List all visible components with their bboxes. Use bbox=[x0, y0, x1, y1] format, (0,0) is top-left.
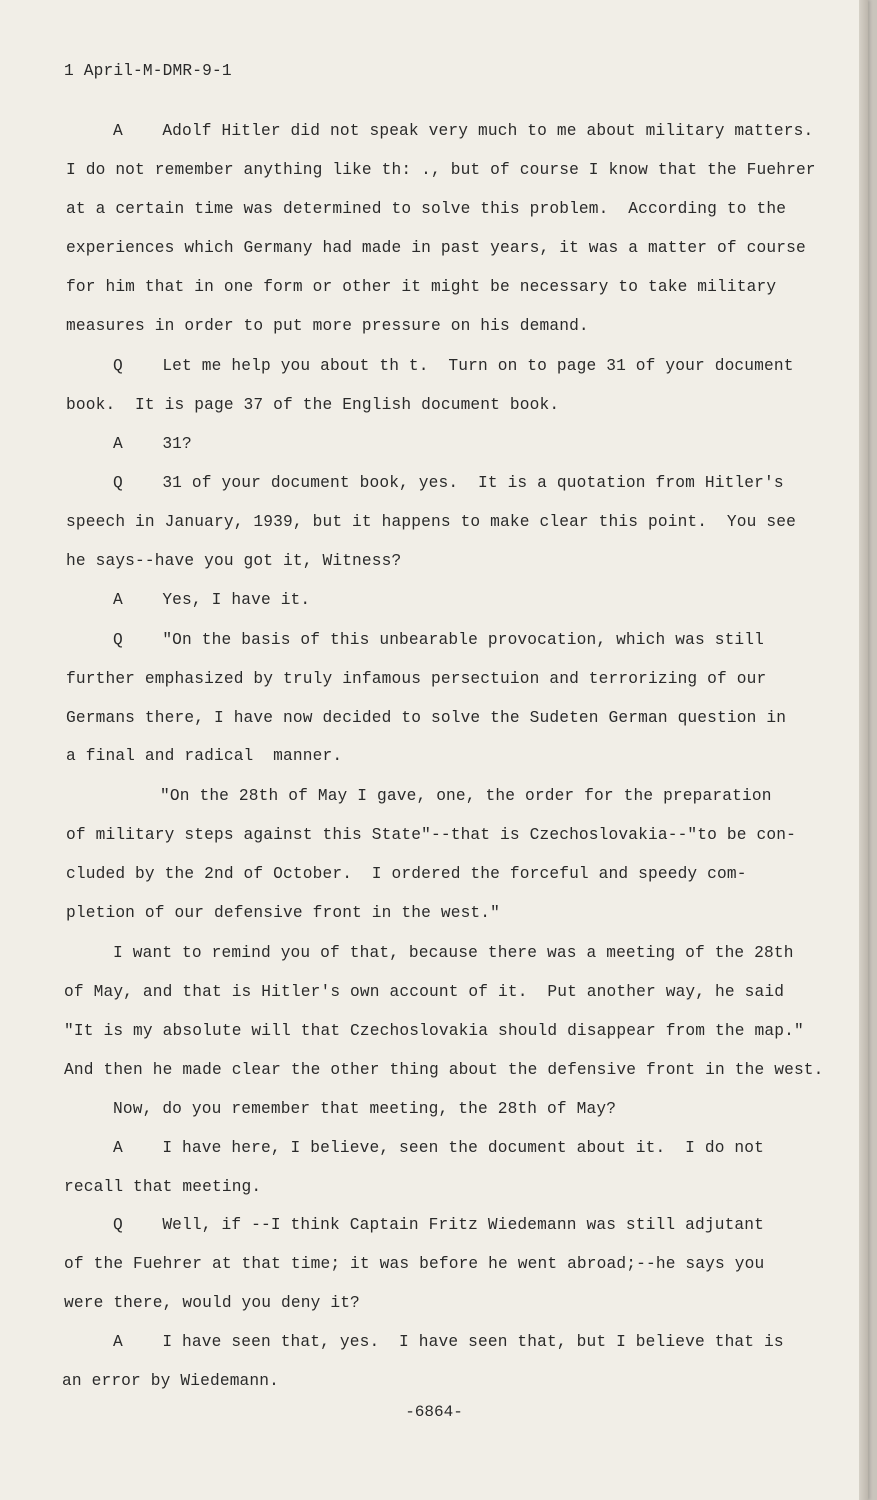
transcript-line: of May, and that is Hitler's own account of it. Put another way, he said bbox=[64, 983, 785, 1001]
transcript-line: Q Let me help you about th t. Turn on to page 31 of your document bbox=[113, 357, 794, 375]
transcript-line: And then he made clear the other thing about the defensive front in the west. bbox=[64, 1061, 824, 1079]
transcript-line: I do not remember anything like th: ., but of course I know that the Fuehrer bbox=[66, 161, 816, 179]
transcript-line: "On the 28th of May I gave, one, the order for the preparation bbox=[160, 787, 772, 805]
transcript-line: he says--have you got it, Witness? bbox=[66, 552, 402, 570]
transcript-line: Now, do you remember that meeting, the 28th of May? bbox=[113, 1100, 617, 1118]
transcript-line: were there, would you deny it? bbox=[64, 1294, 360, 1312]
transcript-line: measures in order to put more pressure on his demand. bbox=[66, 317, 589, 335]
transcript-line: at a certain time was determined to solve this problem. According to the bbox=[66, 200, 787, 218]
transcript-line: experiences which Germany had made in past years, it was a matter of course bbox=[66, 239, 806, 257]
transcript-line: Q 31 of your document book, yes. It is a quotation from Hitler's bbox=[113, 474, 784, 492]
transcript-line: an error by Wiedemann. bbox=[62, 1372, 280, 1390]
transcript-line: "It is my absolute will that Czechoslovakia should disappear from the map." bbox=[64, 1022, 804, 1040]
transcript-line: A Yes, I have it. bbox=[113, 591, 311, 609]
transcript-line: A I have seen that, yes. I have seen that, but I believe that is bbox=[113, 1333, 784, 1351]
transcript-line: further emphasized by truly infamous persectuion and terrorizing of our bbox=[66, 670, 767, 688]
transcript-line: recall that meeting. bbox=[64, 1178, 262, 1196]
transcript-line: book. It is page 37 of the English document book. bbox=[66, 396, 560, 414]
transcript-line: cluded by the 2nd of October. I ordered the forceful and speedy com- bbox=[66, 865, 747, 883]
transcript-line: a final and radical manner. bbox=[66, 747, 343, 765]
transcript-line: Q Well, if --I think Captain Fritz Wiedemann was still adjutant bbox=[113, 1216, 765, 1234]
page-edge bbox=[859, 0, 868, 1500]
transcript-line: I want to remind you of that, because there was a meeting of the 28th bbox=[113, 944, 794, 962]
transcript-line: for him that in one form or other it might be necessary to take military bbox=[66, 278, 777, 296]
transcript-line: of military steps against this State"--that is Czechoslovakia--"to be con- bbox=[66, 826, 796, 844]
transcript-line: of the Fuehrer at that time; it was before he went abroad;--he says you bbox=[64, 1255, 765, 1273]
transcript-line: pletion of our defensive front in the west." bbox=[66, 904, 501, 922]
transcript-line: Germans there, I have now decided to solve the Sudeten German question in bbox=[66, 709, 787, 727]
transcript-line: speech in January, 1939, but it happens to make clear this point. You see bbox=[66, 513, 796, 531]
document-header: 1 April-M-DMR-9-1 bbox=[64, 62, 232, 80]
transcript-line: A I have here, I believe, seen the document about it. I do not bbox=[113, 1139, 765, 1157]
transcript-line: A Adolf Hitler did not speak very much to me about military matters. bbox=[113, 122, 814, 140]
transcript-line: A 31? bbox=[113, 435, 192, 453]
transcript-line: Q "On the basis of this unbearable provocation, which was still bbox=[113, 631, 765, 649]
page-number: -6864- bbox=[405, 1403, 463, 1421]
